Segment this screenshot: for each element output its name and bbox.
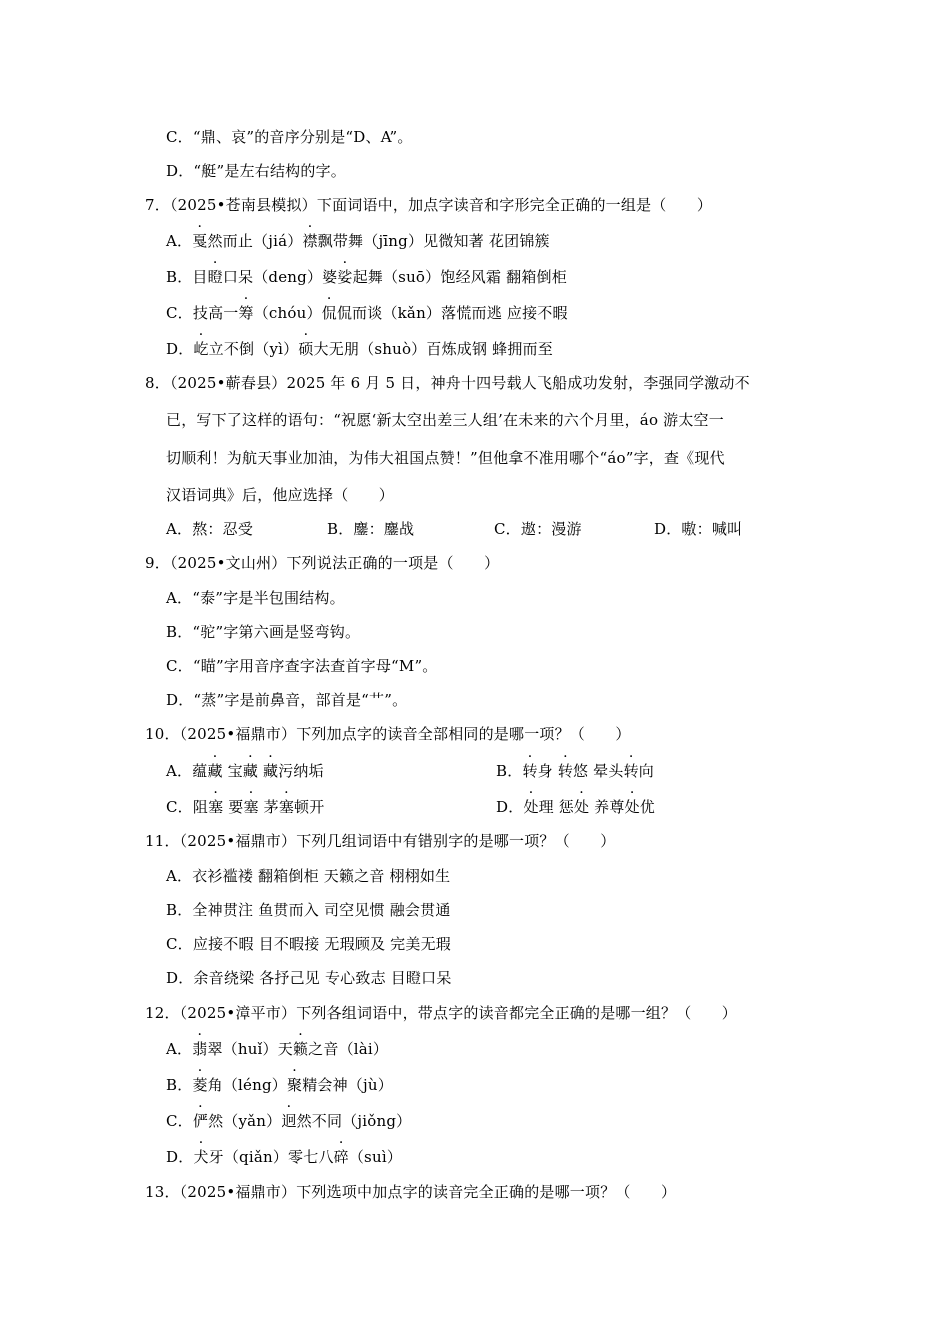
q10-option-c: C．阻塞 要塞 茅塞顿开 <box>166 798 325 816</box>
q9-option-a: A．“泰”字是半包围结构。 <box>166 589 345 607</box>
question-12: 12．（2025•漳平市）下列各组词语中，带点字的读音都完全正确的是哪一组？（ ） <box>145 1004 738 1022</box>
q10-option-a: A．蕴藏 宝藏 藏污纳垢 <box>166 762 324 780</box>
question-8-line-3: 切顺利！为航天事业加油，为伟大祖国点赞！”但他拿不准用哪个“áo”字，查《现代 <box>166 449 725 467</box>
q7-option-d: D．屹立不倒（yì）硕大无朋（shuò）百炼成钢 蜂拥而至 <box>166 340 553 358</box>
q7-option-b: B．目瞪口呆（deng）婆娑起舞（suō）饱经风霜 翻箱倒柜 <box>166 268 567 286</box>
q8-option-c: C．遨：漫游 <box>494 520 582 538</box>
q11-option-d: D．余音绕梁 各抒己见 专心致志 目瞪口呆 <box>166 969 452 987</box>
question-13: 13．（2025•福鼎市）下列选项中加点字的读音完全正确的是哪一项？（ ） <box>145 1183 677 1201</box>
q9-option-b: B．“驼”字第六画是竖弯钩。 <box>166 623 361 641</box>
question-7: 7．（2025•苍南县模拟）下面词语中，加点字读音和字形完全正确的一组是（ ） <box>145 196 713 214</box>
q11-option-b: B．全神贯注 鱼贯而入 司空见惯 融会贯通 <box>166 901 451 919</box>
q7-option-c: C．技高一筹（chóu）侃侃而谈（kǎn）落慌而逃 应接不暇 <box>166 304 568 322</box>
q12-option-d: D．犬牙（qiǎn）零七八碎（suì） <box>166 1148 403 1166</box>
q8-option-b: B．鏖：鏖战 <box>327 520 415 538</box>
question-9: 9．（2025•文山州）下列说法正确的一项是（ ） <box>145 554 500 572</box>
q12-option-c: C．俨然（yǎn）迥然不同（jiǒng） <box>166 1112 412 1130</box>
q9-option-c: C．“瞄”字用音序查字法查首字母“M”。 <box>166 657 438 675</box>
q8-option-d: D．嗷：喊叫 <box>654 520 743 538</box>
q12-option-a: A．翡翠（huǐ）天籁之音（lài） <box>166 1040 389 1058</box>
q10-option-b: B．转身 转悠 晕头转向 <box>496 762 654 780</box>
question-11: 11．（2025•福鼎市）下列几组词语中有错别字的是哪一项？（ ） <box>145 832 616 850</box>
q11-option-c: C．应接不暇 目不暇接 无瑕顾及 完美无瑕 <box>166 935 451 953</box>
q7-option-a: A．戛然而止（jiá）襟飘带舞（jīng）见微知著 花团锦簇 <box>166 232 550 250</box>
q12-option-b: B．菱角（léng）聚精会神（jù） <box>166 1076 393 1094</box>
q11-option-a: A．衣衫褴褛 翻箱倒柜 天籁之音 栩栩如生 <box>166 867 451 885</box>
q8-option-a: A．熬：忍受 <box>166 520 254 538</box>
question-8-line-4: 汉语词典》后，他应选择（ ） <box>166 486 395 504</box>
question-8-line-2: 已，写下了这样的语句：“祝愿‘新太空出差三人组’在未来的六个月里，áo 游太空一 <box>166 411 724 429</box>
option-d-line: D．“艇”是左右结构的字。 <box>166 162 346 180</box>
option-c-line: C．“鼎、哀”的音序分别是“D、A”。 <box>166 128 413 146</box>
q10-option-d: D．处理 惩处 养尊处优 <box>496 798 655 816</box>
q9-option-d: D．“蒸”字是前鼻音，部首是“艹”。 <box>166 691 408 709</box>
question-8-line-1: 8．（2025•蕲春县）2025 年 6 月 5 日，神舟十四号载人飞船成功发射，李强同学激动不 <box>145 374 750 392</box>
question-10: 10．（2025•福鼎市）下列加点字的读音全部相同的是哪一项？（ ） <box>145 725 631 743</box>
